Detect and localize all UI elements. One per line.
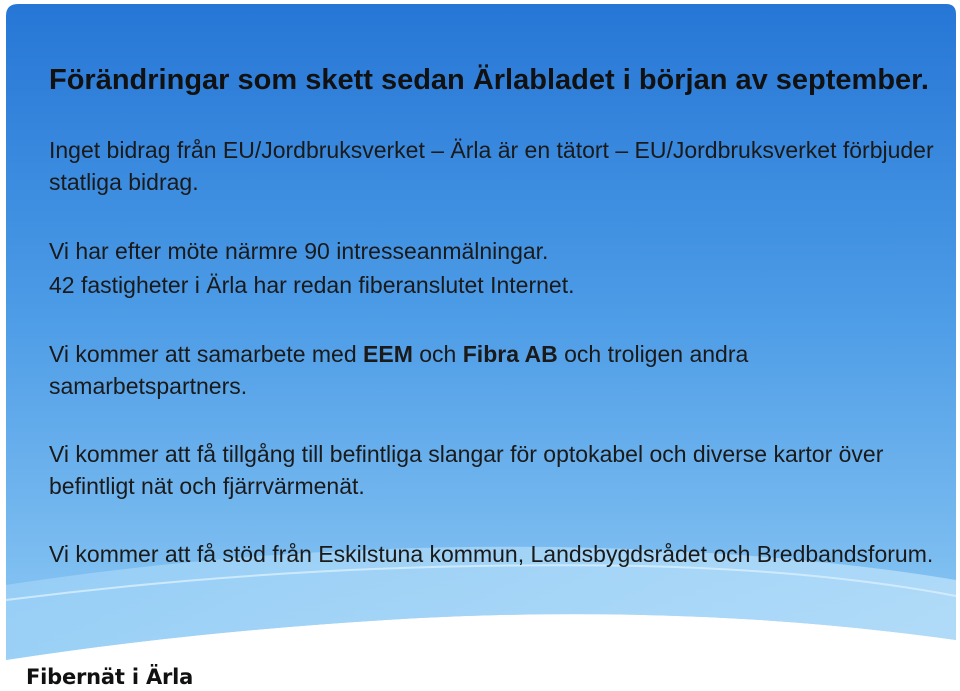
connected-line: 42 fastigheter i Ärla har redan fiberanslutet Internet. — [49, 272, 575, 298]
partners-text-and: och — [412, 341, 463, 367]
paragraph-infrastructure: Vi kommer att få tillgång till befintliga slangar för optokabel och diverse kartor över befintligt nät och fjärrvärmenät. — [49, 441, 884, 499]
interest-line: Vi har efter möte närmre 90 intresseanmälningar. — [49, 238, 549, 264]
partner-eem: EEM — [363, 341, 413, 367]
partners-text-start: Vi kommer att samarbete med — [49, 341, 364, 367]
paragraph-support: Vi kommer att få stöd från Eskilstuna kommun, Landsbygdsrådet och Bredbandsforum. — [49, 541, 934, 567]
slide-content — [49, 62, 939, 570]
partners-text-end: och troligen andra samarbetspartners. — [49, 341, 749, 399]
partner-fibra: Fibra AB — [462, 341, 558, 367]
paragraph-interest — [49, 234, 939, 302]
paragraph-eu-grant: Inget bidrag från EU/Jordbruksverket – Ärla är en tätort – EU/Jordbruksverket förbjuder statliga bidrag. — [49, 137, 934, 195]
footer-logo: Fibernät i Ärla — [26, 665, 194, 689]
paragraph-partners — [49, 338, 939, 402]
slide-title: Förändringar som skett sedan Ärlabladet i början av september. — [49, 64, 929, 96]
